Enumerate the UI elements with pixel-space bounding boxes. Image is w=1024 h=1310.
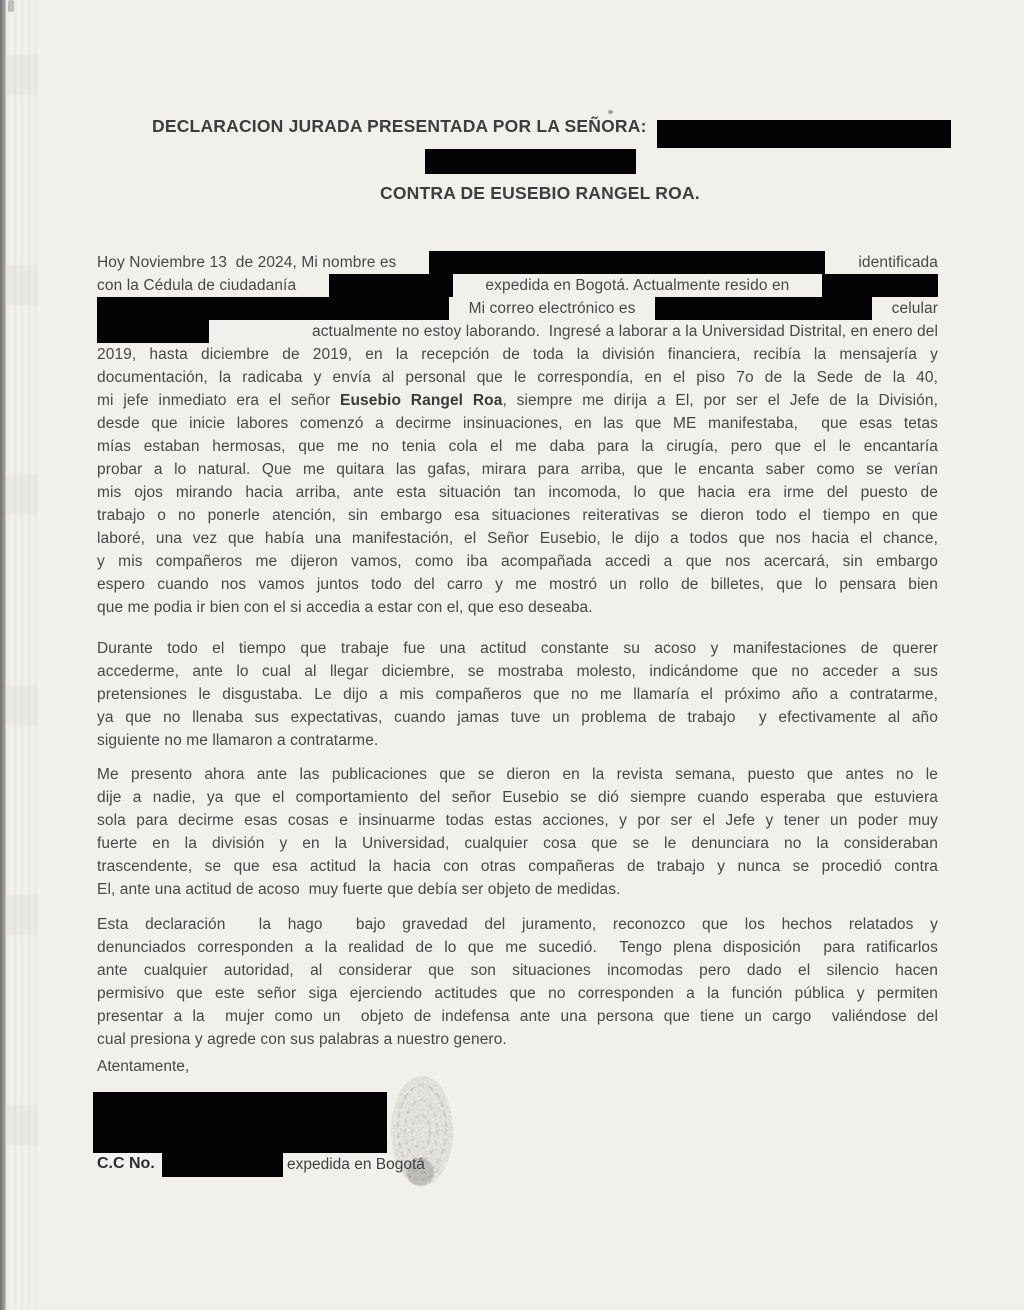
document-line — [97, 435, 938, 458]
document-line — [97, 809, 938, 832]
document-text: celular — [891, 300, 938, 317]
document-text: Mi correo electrónico es — [468, 300, 636, 317]
redaction-bar — [97, 297, 449, 320]
paragraph — [97, 763, 938, 901]
cc-number-label: C.C No. — [97, 1155, 155, 1172]
paragraph — [97, 251, 938, 619]
document-text: cual presiona y agrede con sus palabras a nuestro genero. — [97, 1031, 507, 1048]
document-line — [97, 706, 938, 729]
document-text: siguiente no me llamaron a contratarme. — [97, 732, 379, 749]
document-content — [97, 0, 938, 1310]
document-line — [97, 729, 938, 752]
document-text: documentación, la radicaba y envía al personal que le correspondía, en el piso 7o de la Sede de la 40, — [97, 369, 938, 386]
document-line — [97, 458, 938, 481]
redaction-bar — [655, 297, 872, 320]
document-line — [97, 527, 938, 550]
fingerprint-stamp — [387, 1074, 457, 1192]
redaction-bar — [822, 274, 938, 297]
redaction-bar — [657, 120, 951, 148]
binding-streaks — [7, 0, 37, 1310]
document-text: sola para decirme esas cosas e insinuarme todas estas acciones, y por ser el Jefe y tener un poder muy — [97, 812, 938, 829]
document-line — [97, 1028, 938, 1051]
document-line — [97, 878, 938, 901]
document-line — [97, 660, 938, 683]
document-line — [97, 481, 938, 504]
document-text: identificada — [858, 254, 938, 271]
document-subtitle: CONTRA DE EUSEBIO RANGEL ROA. — [380, 183, 700, 203]
document-text: trascendente, se que esa actitud la hacia con otras compañeras de trabajo y nunca se procedió contra — [97, 858, 938, 875]
document-line — [97, 320, 938, 343]
document-text: dije a nadie, ya que el comportamiento del señor Eusebio se dió siempre cuando esperaba que estuviera — [97, 789, 938, 806]
document-text: accederme, ante lo cual al llegar diciembre, se mostraba molesto, indicándome que no acceder a sus — [97, 663, 938, 680]
document-line — [97, 389, 938, 412]
document-text: con la Cédula de ciudadanía — [97, 277, 297, 294]
document-text: denunciados corresponden a la realidad de lo que me sucedió. Tengo plena disposición para ratificarlos — [97, 939, 938, 956]
document-text: El, ante una actitud de acoso muy fuerte que debía ser objeto de medidas. — [97, 881, 621, 898]
document-line — [97, 959, 938, 982]
document-line — [97, 913, 938, 936]
document-text: ante cualquier autoridad, al considerar que son situaciones incomodas pero dado el silencio hacen — [97, 962, 938, 979]
document-text: que me podia ir bien con el si accedia a estar con el, que eso deseaba. — [97, 599, 593, 616]
document-text: mías estaban hermosas, que me no tenia cola el me daba para la cirugía, pero que el le encantaría — [97, 438, 938, 455]
document-text: Durante todo el tiempo que trabaje fue una actitud constante su acoso y manifestaciones de querer — [97, 640, 938, 657]
document-line — [97, 1005, 938, 1028]
redaction-bar — [425, 149, 636, 174]
cc-issued-text: expedida en Bogotá — [287, 1156, 425, 1173]
document-line — [97, 343, 938, 366]
document-text: mi jefe inmediato era el señor — [97, 392, 341, 409]
redaction-bar — [429, 251, 825, 274]
document-line — [97, 936, 938, 959]
document-text: trabajo o no ponerle atención, sin embargo esa situaciones reiterativas se dieron todo el tiempo en que — [97, 507, 938, 524]
document-text: expedida en Bogotá. Actualmente resido en — [485, 277, 790, 294]
paragraph — [97, 913, 938, 1051]
document-text: espero cuando nos vamos juntos todo del carro y me mostró un rollo de billetes, que lo pensara bien — [97, 576, 938, 593]
document-text: 2019, hasta diciembre de 2019, en la recepción de toda la división financiera, recibía la mensajería y — [97, 346, 938, 363]
scan-speck — [8, 0, 14, 12]
document-text: probar a lo natural. Que me quitara las gafas, mirara para arriba, que le encanta saber como se verían — [97, 461, 938, 478]
document-text: laboré, una vez que había una manifestación, el Señor Eusebio, le dijo a todos que nos hacia el chance, — [97, 530, 938, 547]
redaction-bar — [97, 320, 209, 343]
redaction-block-signature — [93, 1092, 387, 1153]
document-text: Hoy Noviembre 13 de 2024, Mi nombre es — [97, 254, 397, 271]
paragraph — [97, 637, 938, 752]
document-line — [97, 786, 938, 809]
redaction-bar — [329, 274, 453, 297]
document-line — [97, 251, 938, 274]
document-text: Eusebio Rangel Roa — [340, 392, 503, 409]
document-text: permisivo que este señor siga ejerciendo actitudes que no corresponden a la función pública y permiten — [97, 985, 938, 1002]
document-line — [97, 982, 938, 1005]
document-line — [97, 832, 938, 855]
redaction-bar — [162, 1153, 283, 1177]
document-text: Me presento ahora ante las publicaciones que se dieron en la revista semana, puesto que antes no le — [97, 766, 938, 783]
document-line — [97, 683, 938, 706]
scan-edge-shadow — [0, 0, 6, 1310]
document-line — [97, 550, 938, 573]
document-text: presentar a la mujer como un objeto de indefensa ante una persona que tiene un cargo valiéndose del — [97, 1008, 938, 1025]
document-line — [97, 637, 938, 660]
document-line — [97, 412, 938, 435]
document-text: desde que inicie labores comenzó a decirme insinuaciones, en las que ME manifestaba, que esas tetas — [97, 415, 938, 432]
document-line — [97, 763, 938, 786]
document-line — [97, 366, 938, 389]
document-line — [97, 504, 938, 527]
document-text: fuerte en la división y en la Universidad, cualquier cosa que se le denunciara no la consideraban — [97, 835, 938, 852]
body-paragraphs — [97, 251, 938, 1068]
document-line — [97, 274, 938, 297]
document-text: y mis compañeros me dijeron vamos, como iba acompañada accedi a que nos acercará, sin embargo — [97, 553, 938, 570]
document-text: actualmente no estoy laborando. Ingresé a laborar a la Universidad Distrital, en enero del — [311, 323, 938, 340]
document-line — [97, 596, 938, 619]
document-text: mis ojos mirando hacia arriba, ante esta situación tan incomoda, lo que hacia era irme del puesto de — [97, 484, 938, 501]
salutation: Atentamente, — [97, 1058, 190, 1075]
document-line — [97, 297, 938, 320]
document-title: DECLARACION JURADA PRESENTADA POR LA SEÑORA: — [152, 116, 647, 136]
document-text: pretensiones le disgustaba. Le dijo a mis compañeros que no me llamaría el próximo año a contratarme, — [97, 686, 938, 703]
document-line — [97, 855, 938, 878]
document-text: , siempre me dirija a El, por ser el Jefe de la División, — [502, 392, 938, 409]
document-line — [97, 573, 938, 596]
document-text: ya que no llenaba sus expectativas, cuando jamas tuve un problema de trabajo y efectivamente al año — [97, 709, 938, 726]
document-text: Esta declaración la hago bajo gravedad del juramento, reconozco que los hechos relatados y — [97, 916, 938, 933]
